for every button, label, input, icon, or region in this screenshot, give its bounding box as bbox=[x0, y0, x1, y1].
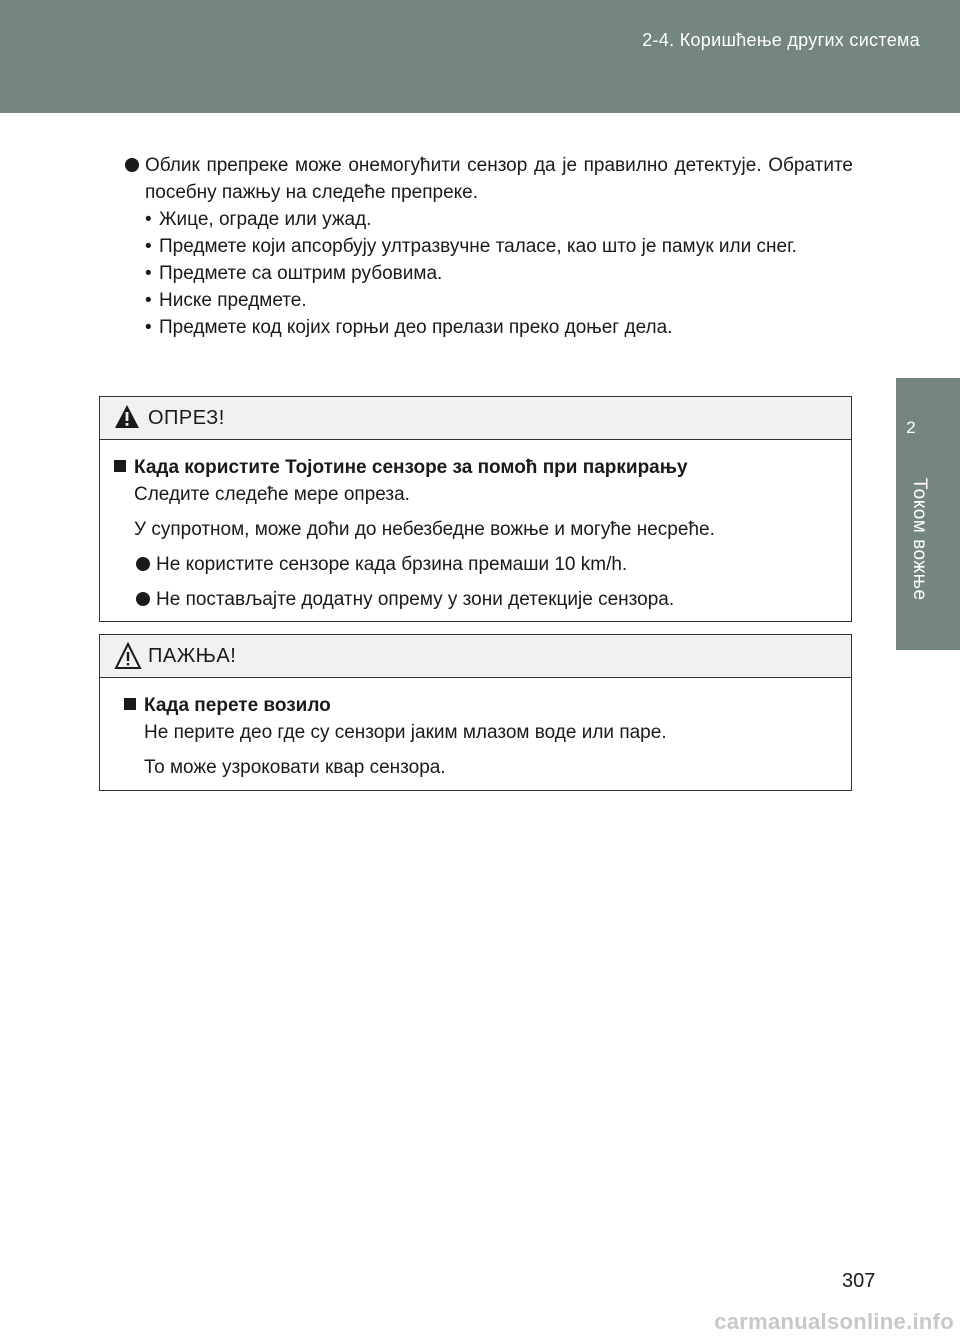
exclamation-triangle-icon bbox=[114, 642, 142, 670]
bullet-dot-icon bbox=[125, 158, 139, 172]
caution-heading: Када користите Тојотине сензоре за помоћ при паркирању bbox=[134, 457, 688, 478]
warning-triangle-icon bbox=[114, 404, 140, 430]
notice-body bbox=[100, 678, 851, 793]
chapter-tab bbox=[896, 378, 960, 650]
header-band bbox=[0, 0, 960, 113]
square-bullet-icon bbox=[124, 698, 136, 710]
notice-title: ПАЖЊА! bbox=[148, 645, 237, 667]
list-item: • Предмете код којих горњи део прелази преко доњег дела. bbox=[145, 314, 853, 341]
notice-line-2: То може узроковати квар сензора. bbox=[144, 757, 446, 778]
caution-heading-row bbox=[114, 454, 831, 481]
intro-section bbox=[125, 152, 853, 341]
caution-bullet-text: Не користите сензоре када брзина премаши 10 km/h. bbox=[156, 554, 628, 575]
watermark: carmanualsonline.info bbox=[714, 1309, 954, 1334]
page-number: 307 bbox=[842, 1270, 876, 1292]
list-item: • Предмете који апсорбују ултразвучне таласе, као што је памук или снег. bbox=[145, 233, 853, 260]
list-item: • Предмете са оштрим рубовима. bbox=[145, 260, 853, 287]
notice-box bbox=[99, 634, 852, 791]
list-item: • Ниске предмете. bbox=[145, 287, 853, 314]
caution-title: ОПРЕЗ! bbox=[148, 407, 225, 429]
obstacle-list bbox=[125, 206, 853, 341]
chapter-label: Током вожње bbox=[909, 478, 930, 601]
caution-header bbox=[100, 397, 851, 440]
chapter-number: 2 bbox=[906, 418, 916, 437]
caution-line-1: Следите следеће мере опреза. bbox=[134, 484, 410, 505]
intro-lead-text: Облик препреке може онемогућити сензор да је правилно детектује. Обратите посебну пажњу на следеће препреке. bbox=[145, 155, 853, 203]
notice-heading: Када перете возило bbox=[144, 695, 331, 716]
caution-box bbox=[99, 396, 852, 622]
caution-body bbox=[100, 440, 851, 625]
caution-line-2: У супротном, може доћи до небезбедне вожње и могуће несреће. bbox=[134, 519, 715, 540]
square-bullet-icon bbox=[114, 460, 126, 472]
notice-heading-row bbox=[124, 692, 831, 719]
intro-lead bbox=[125, 152, 853, 206]
caution-bullet bbox=[114, 551, 831, 578]
section-title: 2-4. Коришћење других система bbox=[642, 30, 920, 50]
bullet-dot-icon bbox=[136, 557, 150, 571]
notice-header bbox=[100, 635, 851, 678]
caution-bullet-text: Не постављајте додатну опрему у зони детекције сензора. bbox=[156, 589, 675, 610]
notice-line-1: Не перите део где су сензори јаким млазом воде или паре. bbox=[144, 722, 667, 743]
bullet-dot-icon bbox=[136, 592, 150, 606]
list-item: • Жице, ограде или ужад. bbox=[145, 206, 853, 233]
caution-bullet bbox=[114, 586, 831, 613]
